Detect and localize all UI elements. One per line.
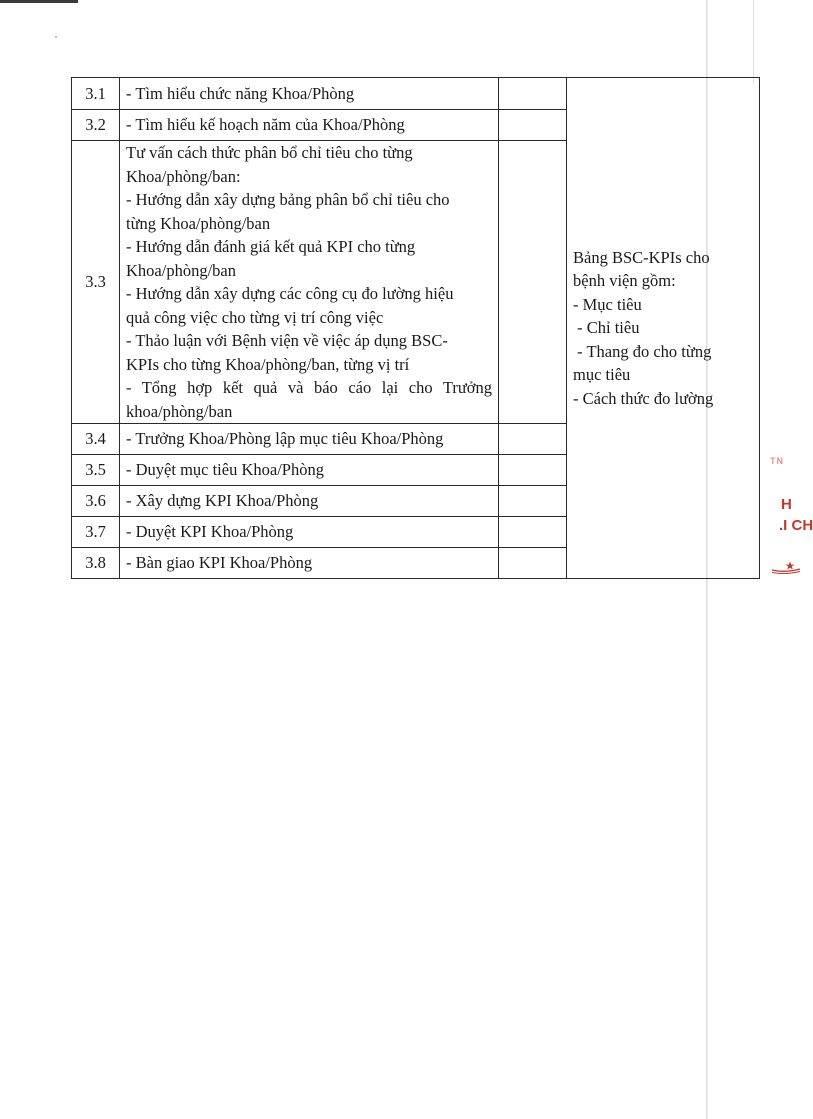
result-line: - Thang đo cho từng	[573, 341, 712, 361]
step-number: 3.7	[72, 517, 120, 548]
step-number: 3.4	[72, 424, 120, 455]
page-fold-line-outer	[753, 0, 754, 85]
result-line: mục tiêu	[573, 365, 631, 385]
blank-cell	[499, 141, 567, 424]
step-description: - Tìm hiểu kế hoạch năm của Khoa/Phòng	[120, 110, 499, 141]
blank-cell	[499, 455, 567, 486]
blank-cell	[499, 78, 567, 110]
result-line: - Cách thức đo lường	[573, 388, 714, 408]
step-description: Tư vấn cách thức phân bổ chỉ tiêu cho từng Khoa/phòng/ban: - Hướng dẫn xây dựng bảng phân bổ chỉ tiêu cho từng Khoa/phòng/ban - Hướng dẫn đánh giá kết quả KPI cho từng Khoa/phòng/ban - Hướng dẫn xây dựng các công cụ đo lường hiệu quả công việc cho từng vị trí công việc - Thảo luận với Bệnh viện về việc áp dụng BSC- KPIs cho từng Khoa/phòng/ban, từng vị trí - Tổng hợp kết quả và báo cáo lại cho Trưởng khoa/phòng/ban	[120, 141, 499, 424]
blank-cell	[499, 486, 567, 517]
step-description: - Duyệt KPI Khoa/Phòng	[120, 517, 499, 548]
step-description: - Trưởng Khoa/Phòng lập mục tiêu Khoa/Phòng	[120, 424, 499, 455]
blank-cell	[499, 517, 567, 548]
scan-edge-mark	[0, 0, 78, 3]
step-number: 3.3	[72, 141, 120, 424]
scan-speck	[55, 36, 57, 38]
step-number: 3.1	[72, 78, 120, 110]
result-line: - Mục tiêu	[573, 294, 642, 314]
result-line: Bảng BSC-KPIs cho	[573, 247, 710, 267]
stamp-star-icon	[770, 560, 800, 574]
blank-cell	[499, 110, 567, 141]
stamp-fragment: TN	[770, 456, 784, 466]
blank-cell	[499, 424, 567, 455]
blank-cell	[499, 548, 567, 579]
result-cell	[567, 78, 760, 579]
task-plan-table	[71, 77, 760, 579]
step-description: - Duyệt mục tiêu Khoa/Phòng	[120, 455, 499, 486]
step-description: - Tìm hiểu chức năng Khoa/Phòng	[120, 78, 499, 110]
step-number: 3.8	[72, 548, 120, 579]
step-number: 3.2	[72, 110, 120, 141]
result-line: bệnh viện gồm:	[573, 271, 676, 291]
table-row	[72, 78, 760, 110]
step-number: 3.5	[72, 455, 120, 486]
stamp-fragment: H	[781, 496, 792, 513]
step-description: - Bàn giao KPI Khoa/Phòng	[120, 548, 499, 579]
step-description: - Xây dựng KPI Khoa/Phòng	[120, 486, 499, 517]
result-line: - Chỉ tiêu	[573, 318, 640, 338]
stamp-fragment: .I CH	[779, 517, 813, 534]
step-number: 3.6	[72, 486, 120, 517]
